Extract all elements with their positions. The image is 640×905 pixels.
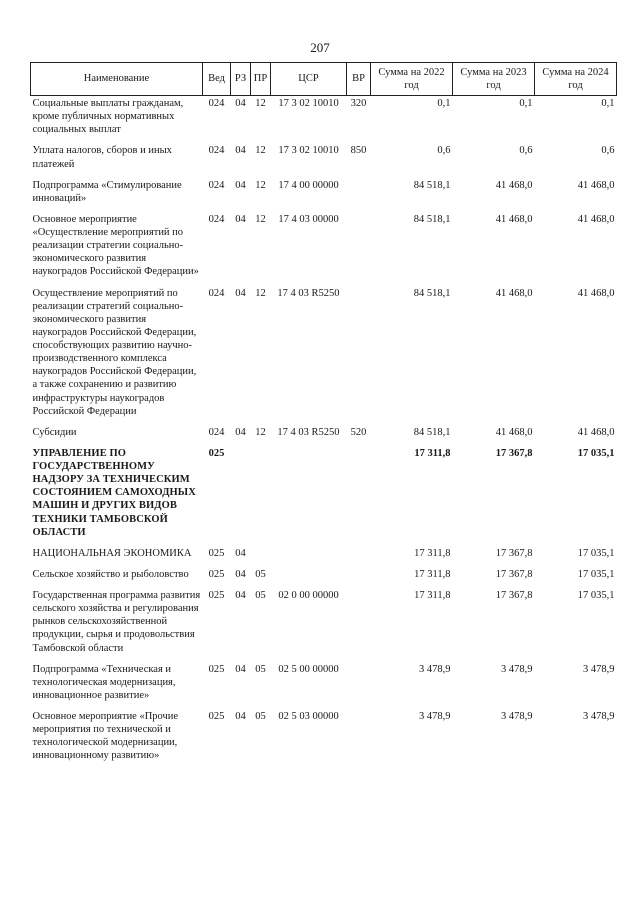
cell-vr <box>347 178 371 212</box>
cell-sum-2023: 3 478,9 <box>501 663 533 675</box>
cell-name: Подпрограмма «Техническая и технологическая модернизация, инновационное развитие» <box>32 663 176 701</box>
cell-csr: 17 3 02 10010 <box>278 145 339 157</box>
cell-ved: 024 <box>208 145 225 157</box>
cell-rz: 04 <box>235 426 246 438</box>
cell-sum-2023: 17 367,8 <box>495 590 533 601</box>
header-name: Наименование <box>31 63 203 96</box>
cell-sum-2023: 0,6 <box>519 145 533 157</box>
cell-rz: 04 <box>235 287 246 299</box>
cell-sum-2023: 17 367,8 <box>495 447 533 459</box>
cell-pr: 12 <box>255 426 266 438</box>
cell-csr: 02 5 03 00000 <box>278 711 339 722</box>
table-row <box>31 662 617 709</box>
cell-sum-2022: 0,1 <box>437 98 451 109</box>
cell-sum-2024: 17 035,1 <box>577 547 615 559</box>
cell-pr: 05 <box>255 568 266 580</box>
cell-ved: 025 <box>208 447 225 459</box>
cell-name: НАЦИОНАЛЬНАЯ ЭКОНОМИКА <box>32 547 192 559</box>
cell-name: УПРАВЛЕНИЕ ПО ГОСУДАРСТВЕННОМУ НАДЗОРУ ЗА ТЕХНИЧЕСКИМ СОСТОЯНИЕМ САМОХОДНЫХ МАШИН И ДРУГИХ ВИДОВ ТЕХНИКИ ТАМБОВСКОЙ ОБЛАСТИ <box>32 447 196 538</box>
cell-csr: 17 4 03 00000 <box>278 213 339 225</box>
cell-sum-2022: 17 311,8 <box>414 547 451 559</box>
cell-rz: 04 <box>235 663 246 675</box>
cell-sum-2024: 41 468,0 <box>577 426 615 438</box>
cell-pr: 12 <box>255 287 266 299</box>
cell-sum-2023: 41 468,0 <box>495 287 533 299</box>
cell-ved: 025 <box>208 663 225 675</box>
cell-csr <box>271 567 347 588</box>
page-number: 207 <box>310 40 330 55</box>
cell-pr: 12 <box>255 179 266 191</box>
cell-sum-2022: 84 518,1 <box>413 179 451 191</box>
cell-vr: 520 <box>350 426 367 438</box>
cell-sum-2024: 17 035,1 <box>577 447 615 459</box>
table-row <box>31 178 617 212</box>
cell-rz: 04 <box>235 213 246 225</box>
cell-vr <box>347 446 371 546</box>
cell-name: Субсидии <box>32 426 77 438</box>
cell-rz: 04 <box>235 145 246 157</box>
cell-csr: 17 4 00 00000 <box>278 179 339 191</box>
cell-rz: 04 <box>235 590 246 601</box>
cell-vr <box>347 662 371 709</box>
table-row <box>31 446 617 546</box>
cell-sum-2023: 41 468,0 <box>495 213 533 225</box>
header-vr: ВР <box>347 63 371 96</box>
cell-sum-2023: 41 468,0 <box>495 179 533 191</box>
cell-sum-2022: 84 518,1 <box>413 213 451 225</box>
cell-csr: 17 3 02 10010 <box>278 98 339 109</box>
table-row <box>31 567 617 588</box>
cell-pr: 05 <box>255 663 266 675</box>
cell-ved: 024 <box>208 213 225 225</box>
cell-rz: 04 <box>235 98 246 109</box>
cell-name: Социальные выплаты гражданам, кроме публичных нормативных социальных выплат <box>32 98 184 136</box>
cell-vr <box>347 286 371 425</box>
cell-vr <box>347 212 371 286</box>
cell-rz: 04 <box>235 547 246 559</box>
cell-sum-2024: 17 035,1 <box>577 568 615 580</box>
cell-pr <box>251 546 271 567</box>
cell-sum-2022: 84 518,1 <box>413 426 451 438</box>
table-row <box>31 96 617 144</box>
cell-csr <box>271 546 347 567</box>
cell-name: Уплата налогов, сборов и иных платежей <box>32 145 172 170</box>
cell-sum-2023: 0,1 <box>519 98 533 109</box>
cell-ved: 025 <box>208 568 225 580</box>
cell-csr: 17 4 03 R5250 <box>277 426 340 438</box>
table-row <box>31 143 617 177</box>
cell-sum-2022: 17 311,8 <box>414 447 451 459</box>
cell-ved: 024 <box>208 179 225 191</box>
cell-vr: 850 <box>350 145 367 157</box>
cell-ved: 025 <box>208 547 225 559</box>
cell-vr <box>347 588 371 662</box>
cell-vr <box>347 567 371 588</box>
cell-ved: 025 <box>208 711 225 722</box>
cell-name: Основное мероприятие «Осуществление мероприятий по реализации стратегии социально-экономического развития наукоградов Российской Федерации» <box>32 213 199 278</box>
cell-sum-2022: 17 311,8 <box>414 568 451 580</box>
cell-sum-2023: 17 367,8 <box>495 547 533 559</box>
cell-sum-2022: 0,6 <box>437 145 451 157</box>
cell-sum-2024: 3 478,9 <box>583 663 615 675</box>
table-row <box>31 212 617 286</box>
cell-sum-2024: 0,1 <box>601 98 615 109</box>
header-sum-2024: Сумма на 2024 год <box>535 63 617 96</box>
cell-rz: 04 <box>235 711 246 722</box>
cell-csr: 02 5 00 00000 <box>278 663 339 675</box>
cell-pr: 12 <box>255 98 266 109</box>
header-pr: ПР <box>251 63 271 96</box>
cell-ved: 024 <box>208 426 225 438</box>
cell-ved: 024 <box>208 287 225 299</box>
cell-sum-2023: 17 367,8 <box>495 568 533 580</box>
table-row <box>31 286 617 425</box>
cell-sum-2023: 41 468,0 <box>495 426 533 438</box>
cell-sum-2024: 0,6 <box>601 145 615 157</box>
table-header-row <box>31 63 617 96</box>
cell-sum-2022: 17 311,8 <box>414 590 451 601</box>
cell-name: Сельское хозяйство и рыболовство <box>32 568 189 580</box>
cell-sum-2024: 41 468,0 <box>577 287 615 299</box>
table-body <box>31 96 617 770</box>
cell-csr: 17 4 03 R5250 <box>277 287 340 299</box>
cell-pr <box>251 446 271 546</box>
cell-rz: 04 <box>235 568 246 580</box>
table-row <box>31 425 617 446</box>
table-row <box>31 709 617 770</box>
cell-csr <box>271 446 347 546</box>
cell-name: Государственная программа развития сельского хозяйства и регулирования рынков сельскохозяйственной продукции, сырья и продовольствия Тамбовской области <box>32 590 201 654</box>
cell-name: Подпрограмма «Стимулирование инноваций» <box>32 179 182 204</box>
cell-rz: 04 <box>235 179 246 191</box>
cell-ved: 025 <box>208 590 225 601</box>
cell-sum-2022: 84 518,1 <box>413 287 451 299</box>
cell-sum-2024: 41 468,0 <box>577 179 615 191</box>
cell-rz <box>231 446 251 546</box>
cell-pr: 12 <box>255 213 266 225</box>
header-ved: Вед <box>203 63 231 96</box>
table-row <box>31 546 617 567</box>
cell-ved: 024 <box>208 98 225 109</box>
cell-vr <box>347 546 371 567</box>
cell-sum-2024: 3 478,9 <box>583 711 615 722</box>
table-row <box>31 588 617 662</box>
cell-vr: 320 <box>350 98 367 109</box>
cell-pr: 12 <box>255 145 266 157</box>
cell-name: Основное мероприятие «Прочие мероприятия по технической и технологической модернизации, инновационному развитию» <box>32 711 179 762</box>
header-csr: ЦСР <box>271 63 347 96</box>
cell-sum-2023: 3 478,9 <box>501 711 533 722</box>
cell-pr: 05 <box>255 590 266 601</box>
cell-sum-2022: 3 478,9 <box>419 663 451 675</box>
cell-csr: 02 0 00 00000 <box>278 590 339 601</box>
cell-sum-2022: 3 478,9 <box>419 711 451 722</box>
cell-name: Осуществление мероприятий по реализации стратегий социально-экономического развития наукоградов Российской Федерации, способствующих развитию научно-производственного комплекса наукоградов Российской Федерации, а также сохранению и развитию инфраструктуры наукоградов Российской Федерации <box>32 287 197 417</box>
budget-table <box>30 62 617 770</box>
cell-sum-2024: 41 468,0 <box>577 213 615 225</box>
cell-sum-2024: 17 035,1 <box>577 590 615 601</box>
header-rz: РЗ <box>231 63 251 96</box>
cell-pr: 05 <box>255 711 266 722</box>
cell-vr <box>347 709 371 770</box>
header-sum-2022: Сумма на 2022 год <box>371 63 453 96</box>
header-sum-2023: Сумма на 2023 год <box>453 63 535 96</box>
